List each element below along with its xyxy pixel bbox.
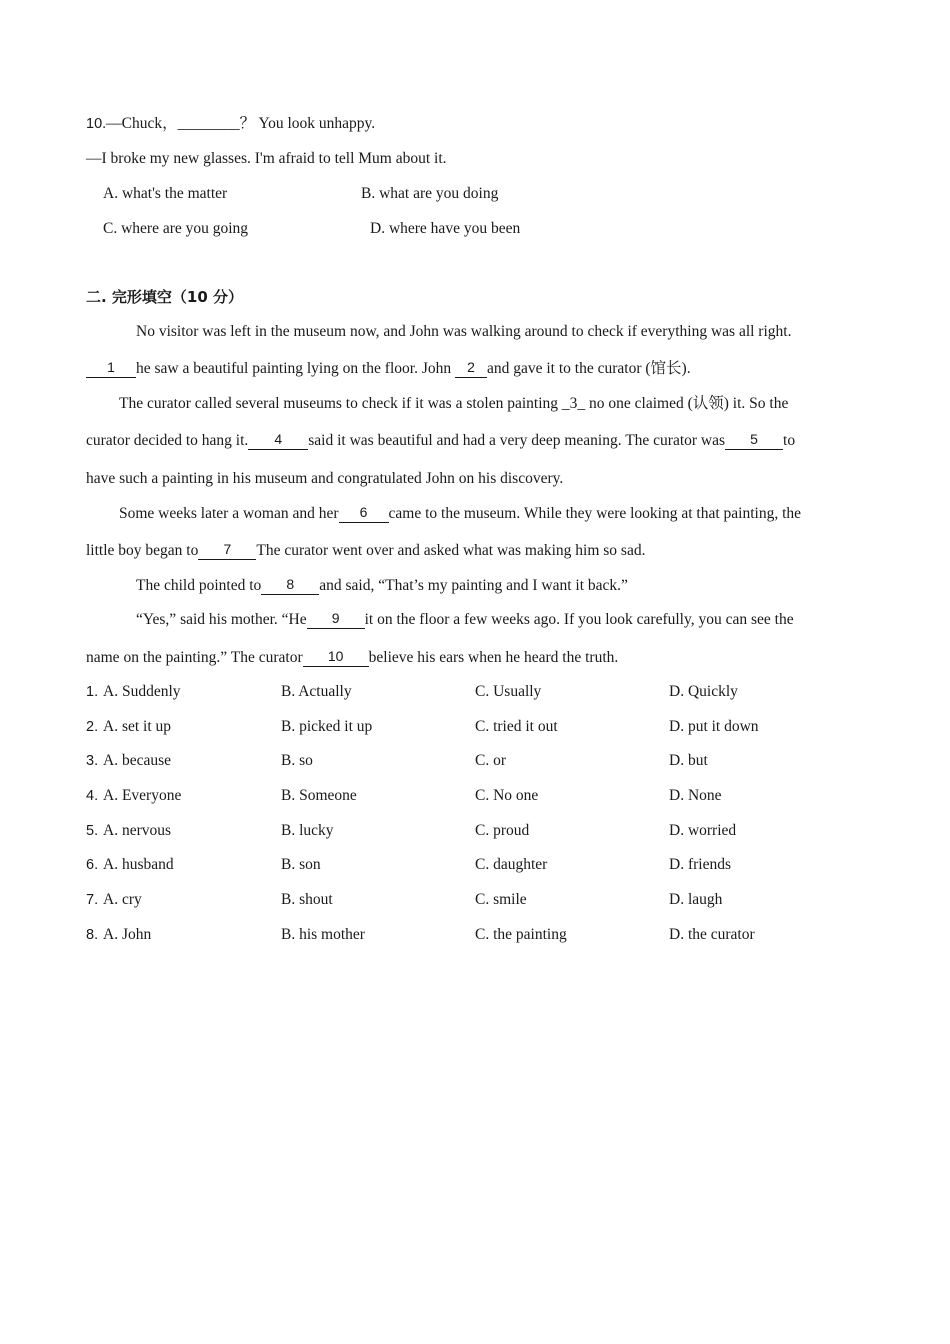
option-d: D. where have you been xyxy=(370,220,521,237)
option-d: D. None xyxy=(669,787,722,804)
option-d: D. worried xyxy=(669,822,737,839)
passage-text: and said, “That’s my painting and I want it back.” xyxy=(319,577,628,594)
passage-line xyxy=(86,648,618,668)
question-10-stem xyxy=(86,114,375,134)
passage-text: and gave it to the curator (馆长). xyxy=(486,360,691,377)
option-c: C. tried it out xyxy=(475,718,558,735)
option-b: B. his mother xyxy=(281,926,365,943)
option-d: D. Quickly xyxy=(669,683,738,700)
option-d: D. but xyxy=(669,752,708,769)
passage-text: he saw a beautiful painting lying on the floor. John xyxy=(136,360,455,377)
question-10-reply: —I broke my new glasses. I'm afraid to tell Mum about it. xyxy=(86,150,447,167)
passage-line xyxy=(86,541,645,561)
option-d: D. put it down xyxy=(669,718,759,735)
option-c: C. daughter xyxy=(475,856,548,873)
option-d: D. laugh xyxy=(669,891,723,908)
passage-line xyxy=(86,431,795,451)
option-row-number: 3. xyxy=(86,753,99,769)
option-b: B. Actually xyxy=(281,683,352,700)
question-text-end: ？ You look unhappy. xyxy=(239,115,376,132)
passage-text: name on the painting.” The curator xyxy=(86,649,303,666)
blank-2: 2 xyxy=(455,361,487,378)
blank-4: 4 xyxy=(248,433,308,450)
blank-5: 5 xyxy=(725,433,783,450)
option-a: A. husband xyxy=(103,856,174,873)
option-b: B. so xyxy=(281,752,313,769)
passage-text: little boy began to xyxy=(86,542,199,559)
option-row-number: 6. xyxy=(86,857,99,873)
passage-line xyxy=(136,610,794,630)
option-b: B. Someone xyxy=(281,787,357,804)
option-d: D. the curator xyxy=(669,926,755,943)
option-c: C. smile xyxy=(475,891,527,908)
passage-line: The curator called several museums to check if it was a stolen painting _3_ no one claimed (认领) it. So the xyxy=(119,395,789,412)
blank-6: 6 xyxy=(339,506,389,523)
blank-1: 1 xyxy=(86,361,136,378)
section-heading: 二. 完形填空（10 分） xyxy=(86,288,244,306)
option-b: B. picked it up xyxy=(281,718,373,735)
option-a: A. Suddenly xyxy=(103,683,181,700)
option-row-number: 4. xyxy=(86,788,99,804)
option-row-number: 1. xyxy=(86,684,99,700)
option-b: B. son xyxy=(281,856,321,873)
blank-9: 9 xyxy=(307,612,365,629)
option-c: C. proud xyxy=(475,822,530,839)
option-a: A. John xyxy=(103,926,152,943)
option-b: B. shout xyxy=(281,891,333,908)
passage-line xyxy=(136,576,628,596)
blank-8: 8 xyxy=(261,578,319,595)
option-row-number: 7. xyxy=(86,892,99,908)
passage-text: Some weeks later a woman and her xyxy=(119,505,339,522)
option-b: B. what are you doing xyxy=(361,185,499,202)
option-row-number: 8. xyxy=(86,927,99,943)
passage-text: curator decided to hang it. xyxy=(86,432,249,449)
passage-line: No visitor was left in the museum now, and John was walking around to check if everything was all right. xyxy=(136,323,792,340)
option-b: B. lucky xyxy=(281,822,334,839)
option-a: A. because xyxy=(103,752,171,769)
option-a: A. Everyone xyxy=(103,787,182,804)
option-a: A. cry xyxy=(103,891,142,908)
option-a: A. nervous xyxy=(103,822,172,839)
option-a: A. what's the matter xyxy=(103,185,228,202)
passage-text: to xyxy=(783,432,796,449)
passage-line: have such a painting in his museum and congratulated John on his discovery. xyxy=(86,470,564,487)
passage-line xyxy=(86,359,691,379)
option-d: D. friends xyxy=(669,856,731,873)
option-c: C. Usually xyxy=(475,683,542,700)
option-c: C. or xyxy=(475,752,506,769)
passage-text: came to the museum. While they were looking at that painting, the xyxy=(388,505,802,522)
passage-text: The curator went over and asked what was making him so sad. xyxy=(256,542,646,559)
option-c: C. the painting xyxy=(475,926,567,943)
passage-line xyxy=(119,504,801,524)
option-row-number: 5. xyxy=(86,823,99,839)
passage-text: it on the floor a few weeks ago. If you look carefully, you can see the xyxy=(364,611,794,628)
answer-blank: ________ xyxy=(177,115,240,132)
passage-text: The child pointed to xyxy=(136,577,262,594)
option-c: C. where are you going xyxy=(103,220,249,237)
blank-10: 10 xyxy=(303,650,369,667)
passage-text: believe his ears when he heard the truth. xyxy=(368,649,619,666)
passage-text: said it was beautiful and had a very deep meaning. The curator was xyxy=(308,432,726,449)
option-a: A. set it up xyxy=(103,718,172,735)
option-row-number: 2. xyxy=(86,719,99,735)
option-c: C. No one xyxy=(475,787,539,804)
blank-7: 7 xyxy=(198,543,256,560)
question-text: —Chuck， xyxy=(106,115,178,132)
question-number: 10. xyxy=(86,116,107,132)
passage-text: “Yes,” said his mother. “He xyxy=(136,611,307,628)
